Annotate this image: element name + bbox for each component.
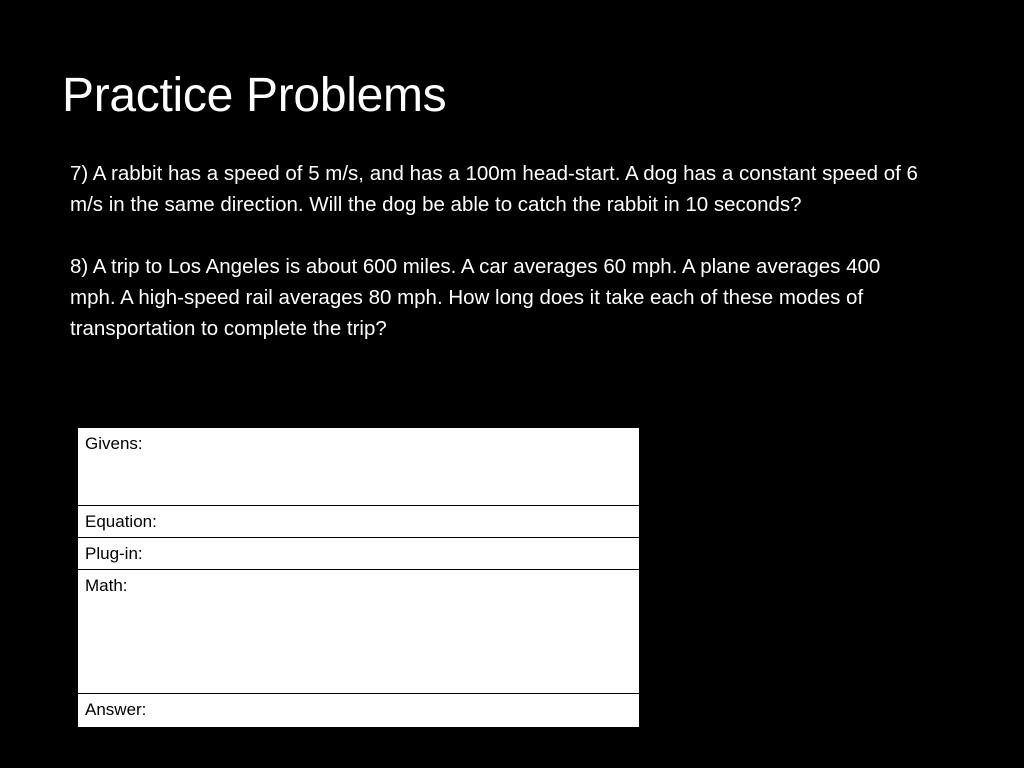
- slide-title: Practice Problems: [62, 69, 447, 122]
- problem-list: [70, 158, 930, 344]
- table-row-answer: [78, 694, 640, 728]
- answer-cell: Answer:: [78, 694, 640, 728]
- plugin-cell: Plug-in:: [78, 538, 640, 570]
- worksheet-table: [77, 427, 640, 728]
- table-row-plugin: [78, 538, 640, 570]
- problem-8-text: 8) A trip to Los Angeles is about 600 miles. A car averages 60 mph. A plane averages 400 mph. A high-speed rail averages 80 mph. How long does it take each of these modes of transportation to complete the trip?: [70, 255, 881, 340]
- math-cell: Math:: [78, 570, 640, 694]
- table-row-math: [78, 570, 640, 694]
- table-row-equation: [78, 506, 640, 538]
- table-row-givens: [78, 428, 640, 506]
- equation-cell: Equation:: [78, 506, 640, 538]
- problem-7-text: 7) A rabbit has a speed of 5 m/s, and has a 100m head-start. A dog has a constant speed of 6 m/s in the same direction. Will the dog be able to catch the rabbit in 10 seconds?: [70, 162, 918, 216]
- givens-cell: Givens:: [78, 428, 640, 506]
